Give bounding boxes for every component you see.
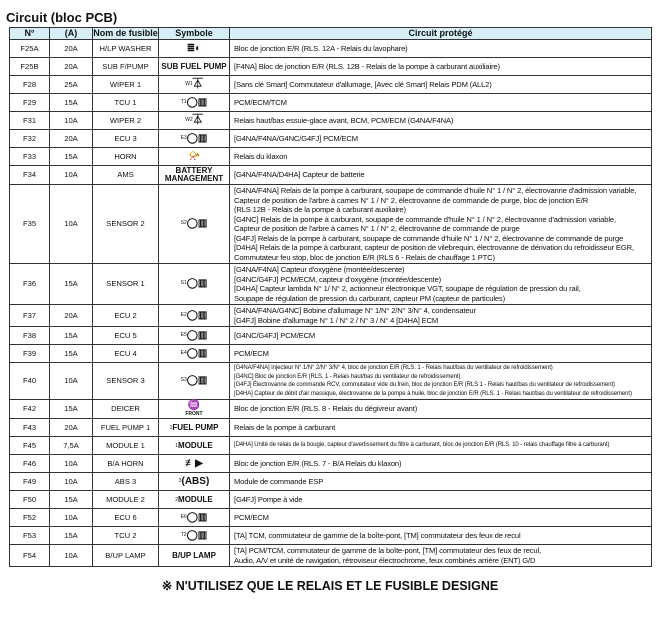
fuse-name: WIPER 1 <box>93 76 159 94</box>
fuse-number: F52 <box>10 509 50 527</box>
engine-book-icon: ◯▥ <box>186 309 208 321</box>
fuse-amperage: 15A <box>50 491 93 509</box>
circuit-line: Capteur de position de l'arbre à cames N° 1 / N° 2, électrovanne de commande de purge <box>234 224 520 233</box>
table-row <box>10 185 652 264</box>
protected-circuit <box>230 264 652 305</box>
fuse-number: F35 <box>10 185 50 264</box>
fuse-amperage: 10A <box>50 363 93 400</box>
protected-circuit <box>230 40 652 58</box>
table-header <box>10 28 652 40</box>
fuse-name: SUB F/PUMP <box>93 58 159 76</box>
circuit-line: [Sans clé Smart] Commutateur d'allumage, [Avec clé Smart] Relais PDM (ALL2) <box>234 79 492 89</box>
headlamp-washer-icon: ≣◐ <box>186 42 202 54</box>
protected-circuit <box>230 437 652 455</box>
circuit-line: Bloc de jonction E/R (RLS. 7 - B/A Relais du klaxon) <box>234 458 402 468</box>
circuit-line: Bloc de jonction E/R (RLS. 8 - Relais du dégivreur avant) <box>234 404 418 414</box>
circuit-line: Relais du klaxon <box>234 151 288 161</box>
symbol-superscript: E2 <box>180 311 187 318</box>
circuit-line: PCM/ECM <box>234 512 269 522</box>
circuit-line: Audio, A/V et unité de navigation, rétroviseur électrochrome, feux combinés arrière (ENT) G/D <box>234 555 536 565</box>
circuit-line: Bloc de jonction E/R (RLS. 12A - Relais du lavophare) <box>234 43 408 53</box>
symbol-superscript: S2 <box>180 220 187 226</box>
fuse-number: F45 <box>10 437 50 455</box>
circuit-line: Relais de la pompe à carburant <box>234 422 336 432</box>
fuse-symbol <box>159 509 230 527</box>
protected-circuit <box>230 76 652 94</box>
fuse-name: B/A HORN <box>93 455 159 473</box>
table-row <box>10 58 652 76</box>
fuse-symbol <box>159 363 230 400</box>
table-row <box>10 437 652 455</box>
engine-book-icon: ◯▥ <box>186 511 208 523</box>
header-circuit: Circuit protégé <box>230 28 652 40</box>
fuse-number: F39 <box>10 345 50 363</box>
protected-circuit <box>230 491 652 509</box>
symbol-superscript: E4 <box>180 349 187 356</box>
header-no: N° <box>10 28 50 40</box>
table-row <box>10 327 652 345</box>
abs-icon: (ABS) <box>181 475 210 487</box>
fuse-name: TCU 2 <box>93 527 159 545</box>
fuse-symbol <box>159 327 230 345</box>
fuse-number: F43 <box>10 419 50 437</box>
fuse-symbol <box>159 264 230 305</box>
fuse-name: HORN <box>93 148 159 166</box>
protected-circuit <box>230 305 652 327</box>
header-name: Nom de fusible <box>93 28 158 38</box>
page-title: Circuit (bloc PCB) <box>6 10 118 25</box>
table-row <box>10 455 652 473</box>
fuse-symbol <box>159 40 230 58</box>
wiper-icon: ⏄ <box>192 78 203 90</box>
table-row <box>10 264 652 305</box>
circuit-line: Commutateur feu stop, bloc de jonction E/R (RLS 6 - Relais de chauffage 1 PTC) <box>234 252 495 262</box>
fuse-amperage: 7,5A <box>50 437 93 455</box>
circuit-line: [G4NC] Bloc de jonction E/R (RLS. 1 - Relais haut/bas du ventilateur de refroidissement) <box>234 373 461 380</box>
protected-circuit <box>230 94 652 112</box>
fuse-name: ECU 5 <box>93 327 159 345</box>
circuit-line: [G4NA/F4NA] Injecteur N° 1/N° 2/N° 3/N° 4, bloc de jonction E/R (RLS. 1 - Relais haut/bas du ventilateur de refroidissement) <box>234 365 553 371</box>
fuse-number: F42 <box>10 400 50 419</box>
burglar-alarm-horn-icon: ≢▶ <box>185 457 203 469</box>
circuit-line: Module de commande ESP <box>234 476 324 486</box>
fuse-amperage: 20A <box>50 419 93 437</box>
fuse-amperage: 10A <box>50 473 93 491</box>
fuse-symbol <box>159 166 230 185</box>
table-row <box>10 166 652 185</box>
fuse-number: F54 <box>10 545 50 567</box>
symbol-superscript: S3 <box>180 377 187 383</box>
protected-circuit <box>230 419 652 437</box>
fuse-symbol <box>159 527 230 545</box>
fuse-amperage: 15A <box>50 327 93 345</box>
fuse-number: F53 <box>10 527 50 545</box>
symbol-superscript: 1 <box>175 442 179 449</box>
fuse-amperage: 20A <box>50 130 93 148</box>
protected-circuit <box>230 130 652 148</box>
circuit-line: [G4FJ] Relais de la pompe à carburant, soupape de commande d'huile N° 1 / N° 2, électrovanne de commande de purge <box>234 233 624 243</box>
circuit-line: Capteur de position de l'arbre à cames N° 1 / N° 2, électrovanne de commande de purge, bloc de jonction E/R <box>234 195 589 205</box>
fuse-amperage: 10A <box>50 545 93 567</box>
fuse-symbol <box>159 130 230 148</box>
symbol-text: FUEL PUMP <box>172 422 219 432</box>
table-row <box>10 400 652 419</box>
circuit-line: Soupape de régulation de pression du carburant, capteur PM (capteur de particules) <box>234 293 505 303</box>
symbol-text: MODULE <box>178 440 213 450</box>
fuse-number: F49 <box>10 473 50 491</box>
protected-circuit <box>230 345 652 363</box>
fuse-name: H/LP WASHER <box>93 40 159 58</box>
circuit-line: PCM/ECM/TCM <box>234 97 287 107</box>
fuse-number: F25A <box>10 40 50 58</box>
table-row <box>10 509 652 527</box>
fuse-symbol <box>159 58 230 76</box>
circuit-line: Relais haut/bas essuie-glace avant, BCM, PCM/ECM (G4NA/F4NA) <box>234 115 454 125</box>
symbol-text: BATTERY MANAGEMENT <box>164 166 224 183</box>
table-row <box>10 148 652 166</box>
circuit-line: [TA] TCM, commutateur de gamme de la boîte-pont, [TM] commutateur des feux de recul <box>234 530 521 540</box>
protected-circuit <box>230 327 652 345</box>
table-row <box>10 40 652 58</box>
symbol-text: SUB FUEL PUMP <box>161 61 227 71</box>
circuit-line: PCM/ECM <box>234 348 269 358</box>
engine-book-icon: ◯▥ <box>186 132 208 144</box>
symbol-superscript: 1 <box>169 424 173 431</box>
fuse-number: F32 <box>10 130 50 148</box>
protected-circuit <box>230 166 652 185</box>
fuse-number: F37 <box>10 305 50 327</box>
table-row <box>10 419 652 437</box>
circuit-line: [G4NA/F4NA/D4HA] Capteur de batterie <box>234 170 365 180</box>
circuit-line: [G4NC/G4FJ] PCM/ECM <box>234 330 316 340</box>
symbol-superscript: W2 <box>185 116 193 123</box>
fuse-symbol <box>159 94 230 112</box>
circuit-line: [G4NC] Relais de la pompe à carburant, soupape de commande d'huile N° 1 / N° 2, électrovanne d'admission variable, <box>234 214 616 224</box>
fuse-amperage: 10A <box>50 185 93 264</box>
fuse-name: B/UP LAMP <box>93 545 159 567</box>
fuse-name: ABS 3 <box>93 473 159 491</box>
engine-book-icon: ◯▥ <box>186 529 208 541</box>
fuse-number: F50 <box>10 491 50 509</box>
fuse-name: ECU 4 <box>93 345 159 363</box>
fuse-symbol <box>159 148 230 166</box>
circuit-line: [G4NA/F4NA] Relais de la pompe à carburant, soupape de commande d'huile N° 1 / N° 2, électrovanne d'admission variable, <box>234 186 637 195</box>
engine-book-icon: ◯▥ <box>186 347 208 359</box>
wiper-icon: ⏄ <box>192 114 203 126</box>
engine-book-icon: ◯▥ <box>186 278 208 289</box>
symbol-superscript: T1 <box>180 98 187 105</box>
fuse-number: F36 <box>10 264 50 305</box>
table-row <box>10 76 652 94</box>
fuse-name: SENSOR 2 <box>93 185 159 264</box>
symbol-superscript: E5 <box>180 331 187 338</box>
table-row <box>10 112 652 130</box>
fuse-name: SENSOR 1 <box>93 264 159 305</box>
fuse-amperage: 20A <box>50 305 93 327</box>
fuse-amperage: 10A <box>50 166 93 185</box>
protected-circuit <box>230 58 652 76</box>
fuse-symbol <box>159 473 230 491</box>
circuit-line: [G4NA/F4NA] Capteur d'oxygène (montée/descente) <box>234 265 405 274</box>
fuse-number: F40 <box>10 363 50 400</box>
fuse-number: F31 <box>10 112 50 130</box>
circuit-line: [G4NA/F4NA/G4NC] Bobine d'allumage N° 1/N° 2/N° 3/N° 4, condensateur <box>234 306 476 315</box>
protected-circuit <box>230 185 652 264</box>
fuse-number: F34 <box>10 166 50 185</box>
fuse-symbol <box>159 185 230 264</box>
front-defrost-icon: ♒ <box>187 400 201 411</box>
fuse-amperage: 10A <box>50 112 93 130</box>
fuse-amperage: 15A <box>50 400 93 419</box>
fuse-amperage: 15A <box>50 264 93 305</box>
table-row <box>10 305 652 327</box>
circuit-line: (RLS 12B - Relais de la pompe à carburant auxiliaire) <box>234 205 406 214</box>
symbol-superscript: S1 <box>180 280 187 286</box>
symbol-superscript: T2 <box>180 531 187 538</box>
fuse-amperage: 10A <box>50 455 93 473</box>
symbol-superscript: E6 <box>180 513 187 520</box>
fuse-name: ECU 6 <box>93 509 159 527</box>
fuse-amperage: 20A <box>50 58 93 76</box>
fuse-name: DEICER <box>93 400 159 419</box>
symbol-superscript: W1 <box>185 80 193 87</box>
engine-book-icon: ◯▥ <box>186 375 208 386</box>
fuse-number: F25B <box>10 58 50 76</box>
engine-book-icon: ◯▥ <box>186 96 208 108</box>
fuse-symbol <box>159 419 230 437</box>
fuse-symbol <box>159 345 230 363</box>
table-row <box>10 130 652 148</box>
fuse-name: MODULE 1 <box>93 437 159 455</box>
fuse-number: F46 <box>10 455 50 473</box>
circuit-line: [G4FJ] Pompe à vide <box>234 494 303 504</box>
fuse-name: ECU 3 <box>93 130 159 148</box>
table-row <box>10 363 652 400</box>
circuit-line: [D4HA] Capteur de débit d'air massique, électrovanne de la pompe à huile, bloc de jonction E/R (RLS. 1 - Relais haut/bas du ventilateur de refroidissement) <box>234 390 632 397</box>
fuse-name: TCU 1 <box>93 94 159 112</box>
fuse-number: F33 <box>10 148 50 166</box>
symbol-label: FRONT <box>185 411 203 417</box>
fuse-symbol <box>159 437 230 455</box>
fuse-number: F29 <box>10 94 50 112</box>
protected-circuit <box>230 148 652 166</box>
fuse-symbol <box>159 545 230 567</box>
fuse-name: ECU 2 <box>93 305 159 327</box>
table-row <box>10 94 652 112</box>
symbol-superscript: 3 <box>178 477 182 484</box>
fuse-amperage: 10A <box>50 509 93 527</box>
table-row <box>10 491 652 509</box>
symbol-text: B/UP LAMP <box>172 550 216 560</box>
circuit-line: [G4NC/G4FJ] PCM/ECM, capteur d'oxygène (montée/descente) <box>234 274 442 284</box>
fuse-number: F38 <box>10 327 50 345</box>
protected-circuit <box>230 545 652 567</box>
protected-circuit <box>230 527 652 545</box>
engine-book-icon: ◯▥ <box>186 218 208 229</box>
circuit-line: [TA] PCM/TCM, commutateur de gamme de la boîte-pont, [TM] commutateur des feux de recul, <box>234 546 541 555</box>
fuse-name: FUEL PUMP 1 <box>93 419 159 437</box>
protected-circuit <box>230 473 652 491</box>
table-row <box>10 527 652 545</box>
fuse-name: AMS <box>93 166 159 185</box>
fuse-symbol <box>159 400 230 419</box>
fuse-amperage: 15A <box>50 345 93 363</box>
circuit-line: [D4HA] Unité de relais de la bougie, capteur d'avertissement du filtre à carburant, bloc de jonction E/R (RLS. 10 - relais chauffage filtre à carburant) <box>234 442 610 449</box>
circuit-line: [G4FJ] Bobine d'allumage N° 1 / N° 2 / N° 3 / N° 4 [D4HA] ECM <box>234 315 439 325</box>
protected-circuit <box>230 363 652 400</box>
fuse-amperage: 15A <box>50 527 93 545</box>
protected-circuit <box>230 400 652 419</box>
circuit-line: [D4HA] Relais de la pompe à carburant, capteur de position de vilebrequin, électrovanne de dérivation du refroidisseur EGR, <box>234 243 634 252</box>
fuse-symbol <box>159 76 230 94</box>
protected-circuit <box>230 112 652 130</box>
circuit-line: [G4FJ] Électrovanne de commande RCV, commutateur vide du frein, bloc de jonction E/R (RLS 1 - Relais haut/bas du ventilateur de refroidissement) <box>234 382 615 388</box>
symbol-text: MODULE <box>178 494 213 504</box>
header-amp: (A) <box>50 28 93 40</box>
fuse-symbol <box>159 491 230 509</box>
fuse-symbol <box>159 305 230 327</box>
fuse-amperage: 25A <box>50 76 93 94</box>
circuit-line: [G4NA/F4NA/G4NC/G4FJ] PCM/ECM <box>234 133 358 143</box>
fuse-symbol <box>159 455 230 473</box>
header-symbol: Symbole <box>159 28 230 40</box>
fuse-name: MODULE 2 <box>93 491 159 509</box>
protected-circuit <box>230 455 652 473</box>
engine-book-icon: ◯▥ <box>186 329 208 341</box>
table-row <box>10 345 652 363</box>
fuse-number: F28 <box>10 76 50 94</box>
symbol-superscript: 2 <box>175 496 179 503</box>
fuse-table <box>9 27 652 567</box>
fuse-amperage: 20A <box>50 40 93 58</box>
fuse-symbol <box>159 112 230 130</box>
warning-footer: ※ N'UTILISEZ QUE LE RELAIS ET LE FUSIBLE DESIGNE <box>161 579 499 593</box>
symbol-superscript: E3 <box>180 134 187 141</box>
fuse-name: WIPER 2 <box>93 112 159 130</box>
horn-icon: 📯 <box>187 150 201 162</box>
fuse-name: SENSOR 3 <box>93 363 159 400</box>
protected-circuit <box>230 509 652 527</box>
table-row <box>10 545 652 567</box>
table-row <box>10 473 652 491</box>
circuit-line: [F4NA] Bloc de jonction E/R (RLS. 12B - Relais de la pompe à carburant auxiliaire) <box>234 61 500 71</box>
fuse-amperage: 15A <box>50 94 93 112</box>
circuit-line: [D4HA] Capteur lambda N° 1/ N° 2, actionneur électronique VGT, soupape de régulation de pression du rail, <box>234 284 581 293</box>
fuse-amperage: 15A <box>50 148 93 166</box>
